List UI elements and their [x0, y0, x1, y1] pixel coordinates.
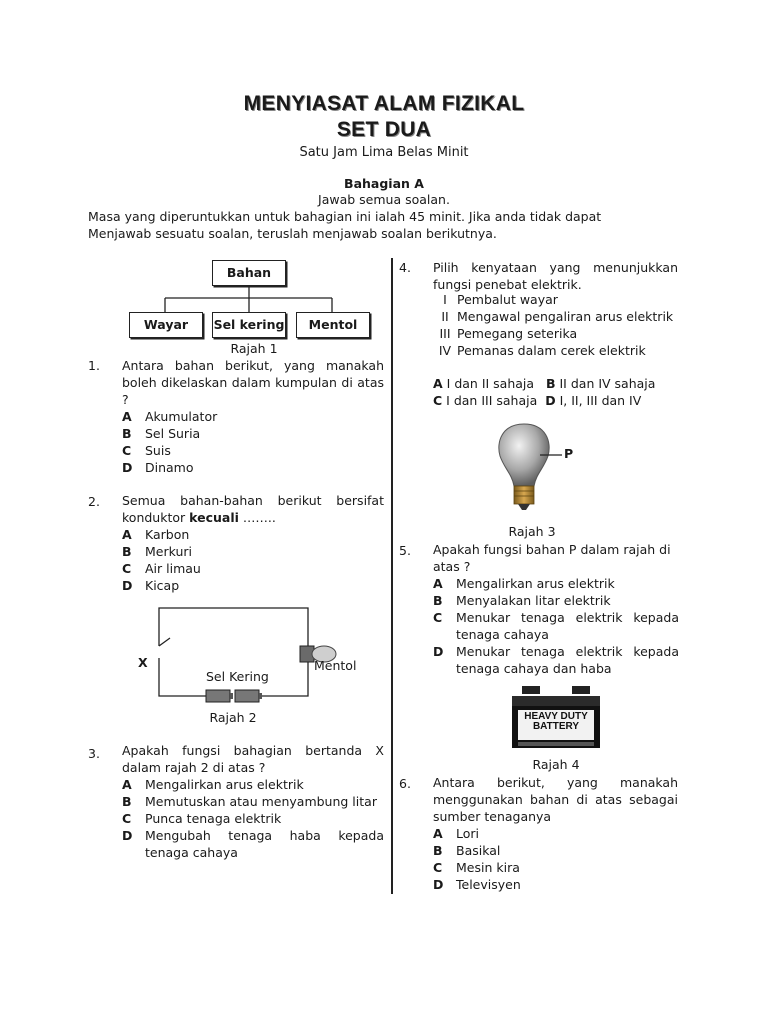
option-a: A Akumulator: [122, 409, 218, 424]
option-c: C Mesin kira: [433, 860, 520, 875]
option-b: B Sel Suria: [122, 426, 201, 441]
rajah1-child-sel-kering: Sel kering: [212, 312, 286, 338]
question-number: 1.: [88, 358, 100, 373]
rajah4-caption: Rajah 4: [532, 757, 580, 772]
option-a: A Mengalirkan arus elektrik: [122, 777, 304, 792]
question-number: 3.: [88, 746, 100, 761]
option-d: D Mengubah tenaga haba kepada tenaga cahaya: [122, 828, 384, 860]
option-b: B Merkuri: [122, 544, 193, 559]
option-c: C Suis: [122, 443, 171, 458]
option-a: A Karbon: [122, 527, 190, 542]
switch-blade: [159, 638, 170, 646]
rajah2-caption: Rajah 2: [209, 710, 257, 725]
section-heading: Bahagian A: [344, 176, 424, 191]
title-line-2: SET DUA: [336, 118, 432, 141]
rajah1-root-box: Bahan: [212, 260, 286, 286]
question-text: Antara berikut, yang manakah menggunakan bahan di atas sebagai sumber tenaganya: [433, 775, 678, 824]
label-p-pointer: [540, 452, 564, 458]
option-c: C Menukar tenaga elektrik kepada tenaga cahaya: [433, 610, 679, 642]
duration: Satu Jam Lima Belas Minit: [299, 145, 469, 160]
intro-line-1: Masa yang diperuntukkan untuk bahagian ini ialah 45 minit. Jika anda tidak dapat: [88, 209, 602, 224]
emphasis-kecuali: kecuali: [189, 510, 239, 525]
option-b: B Memutuskan atau menyambung litar: [122, 794, 377, 809]
rajah1-child-mentol: Mentol: [296, 312, 370, 338]
choice-row-2: C I dan III sahaja D I, II, III dan IV: [433, 393, 642, 408]
option-d: D Menukar tenaga elektrik kepada tenaga cahaya dan haba: [433, 644, 679, 676]
option-b: B Menyalakan litar elektrik: [433, 593, 611, 608]
intro-line-2: Menjawab sesuatu soalan, teruslah menjawab soalan berikutnya.: [88, 226, 497, 241]
option-a: A Mengalirkan arus elektrik: [433, 576, 615, 591]
column-divider: [391, 258, 393, 894]
cell-label: Sel Kering: [206, 669, 269, 684]
option-d: D Dinamo: [122, 460, 194, 475]
option-b: B Basikal: [433, 843, 501, 858]
light-bulb-icon: [490, 420, 560, 515]
cell-icon: [206, 690, 230, 702]
question-text: Pilih kenyataan yang menunjukkan fungsi penebat elektrik.: [433, 260, 678, 292]
title-line-1: MENYIASAT ALAM FIZIKAL: [243, 92, 525, 115]
question-text: Semua bahan-bahan berikut bersifat konduktor kecuali ……..: [122, 493, 384, 525]
option-a: A Lori: [433, 826, 480, 841]
question-text: Apakah fungsi bahagian bertanda X dalam rajah 2 di atas ?: [122, 743, 384, 775]
statement-iii: III Pemegang seterika: [439, 326, 578, 341]
choice-row-1: A I dan II sahaja B II dan IV sahaja: [433, 376, 656, 391]
switch-label-x: X: [138, 655, 148, 670]
rajah1-child-wayar: Wayar: [129, 312, 203, 338]
question-number: 6.: [399, 776, 411, 791]
question-text: Antara bahan berikut, yang manakah boleh dikelaskan dalam kumpulan di atas ?: [122, 358, 384, 407]
label-p: P: [564, 446, 574, 461]
option-c: C Air limau: [122, 561, 201, 576]
question-number: 2.: [88, 494, 100, 509]
question-text: Apakah fungsi bahan P dalam rajah di atas ?: [433, 542, 671, 574]
option-d: D Kicap: [122, 578, 180, 593]
rajah3-caption: Rajah 3: [508, 524, 556, 539]
statement-i: I Pembalut wayar: [443, 292, 558, 307]
question-number: 5.: [399, 543, 411, 558]
statement-ii: II Mengawal pengaliran arus elektrik: [441, 309, 674, 324]
statement-iv: IV Pemanas dalam cerek elektrik: [438, 343, 646, 358]
option-c: C Punca tenaga elektrik: [122, 811, 282, 826]
battery-label: HEAVY DUTY BATTERY: [524, 711, 588, 732]
rajah1-caption: Rajah 1: [230, 341, 278, 356]
section-instruction: Jawab semua soalan.: [318, 192, 450, 207]
bulb-label: Mentol: [314, 658, 357, 673]
question-number: 4.: [399, 260, 411, 275]
option-d: D Televisyen: [433, 877, 521, 892]
cell-icon: [235, 690, 259, 702]
